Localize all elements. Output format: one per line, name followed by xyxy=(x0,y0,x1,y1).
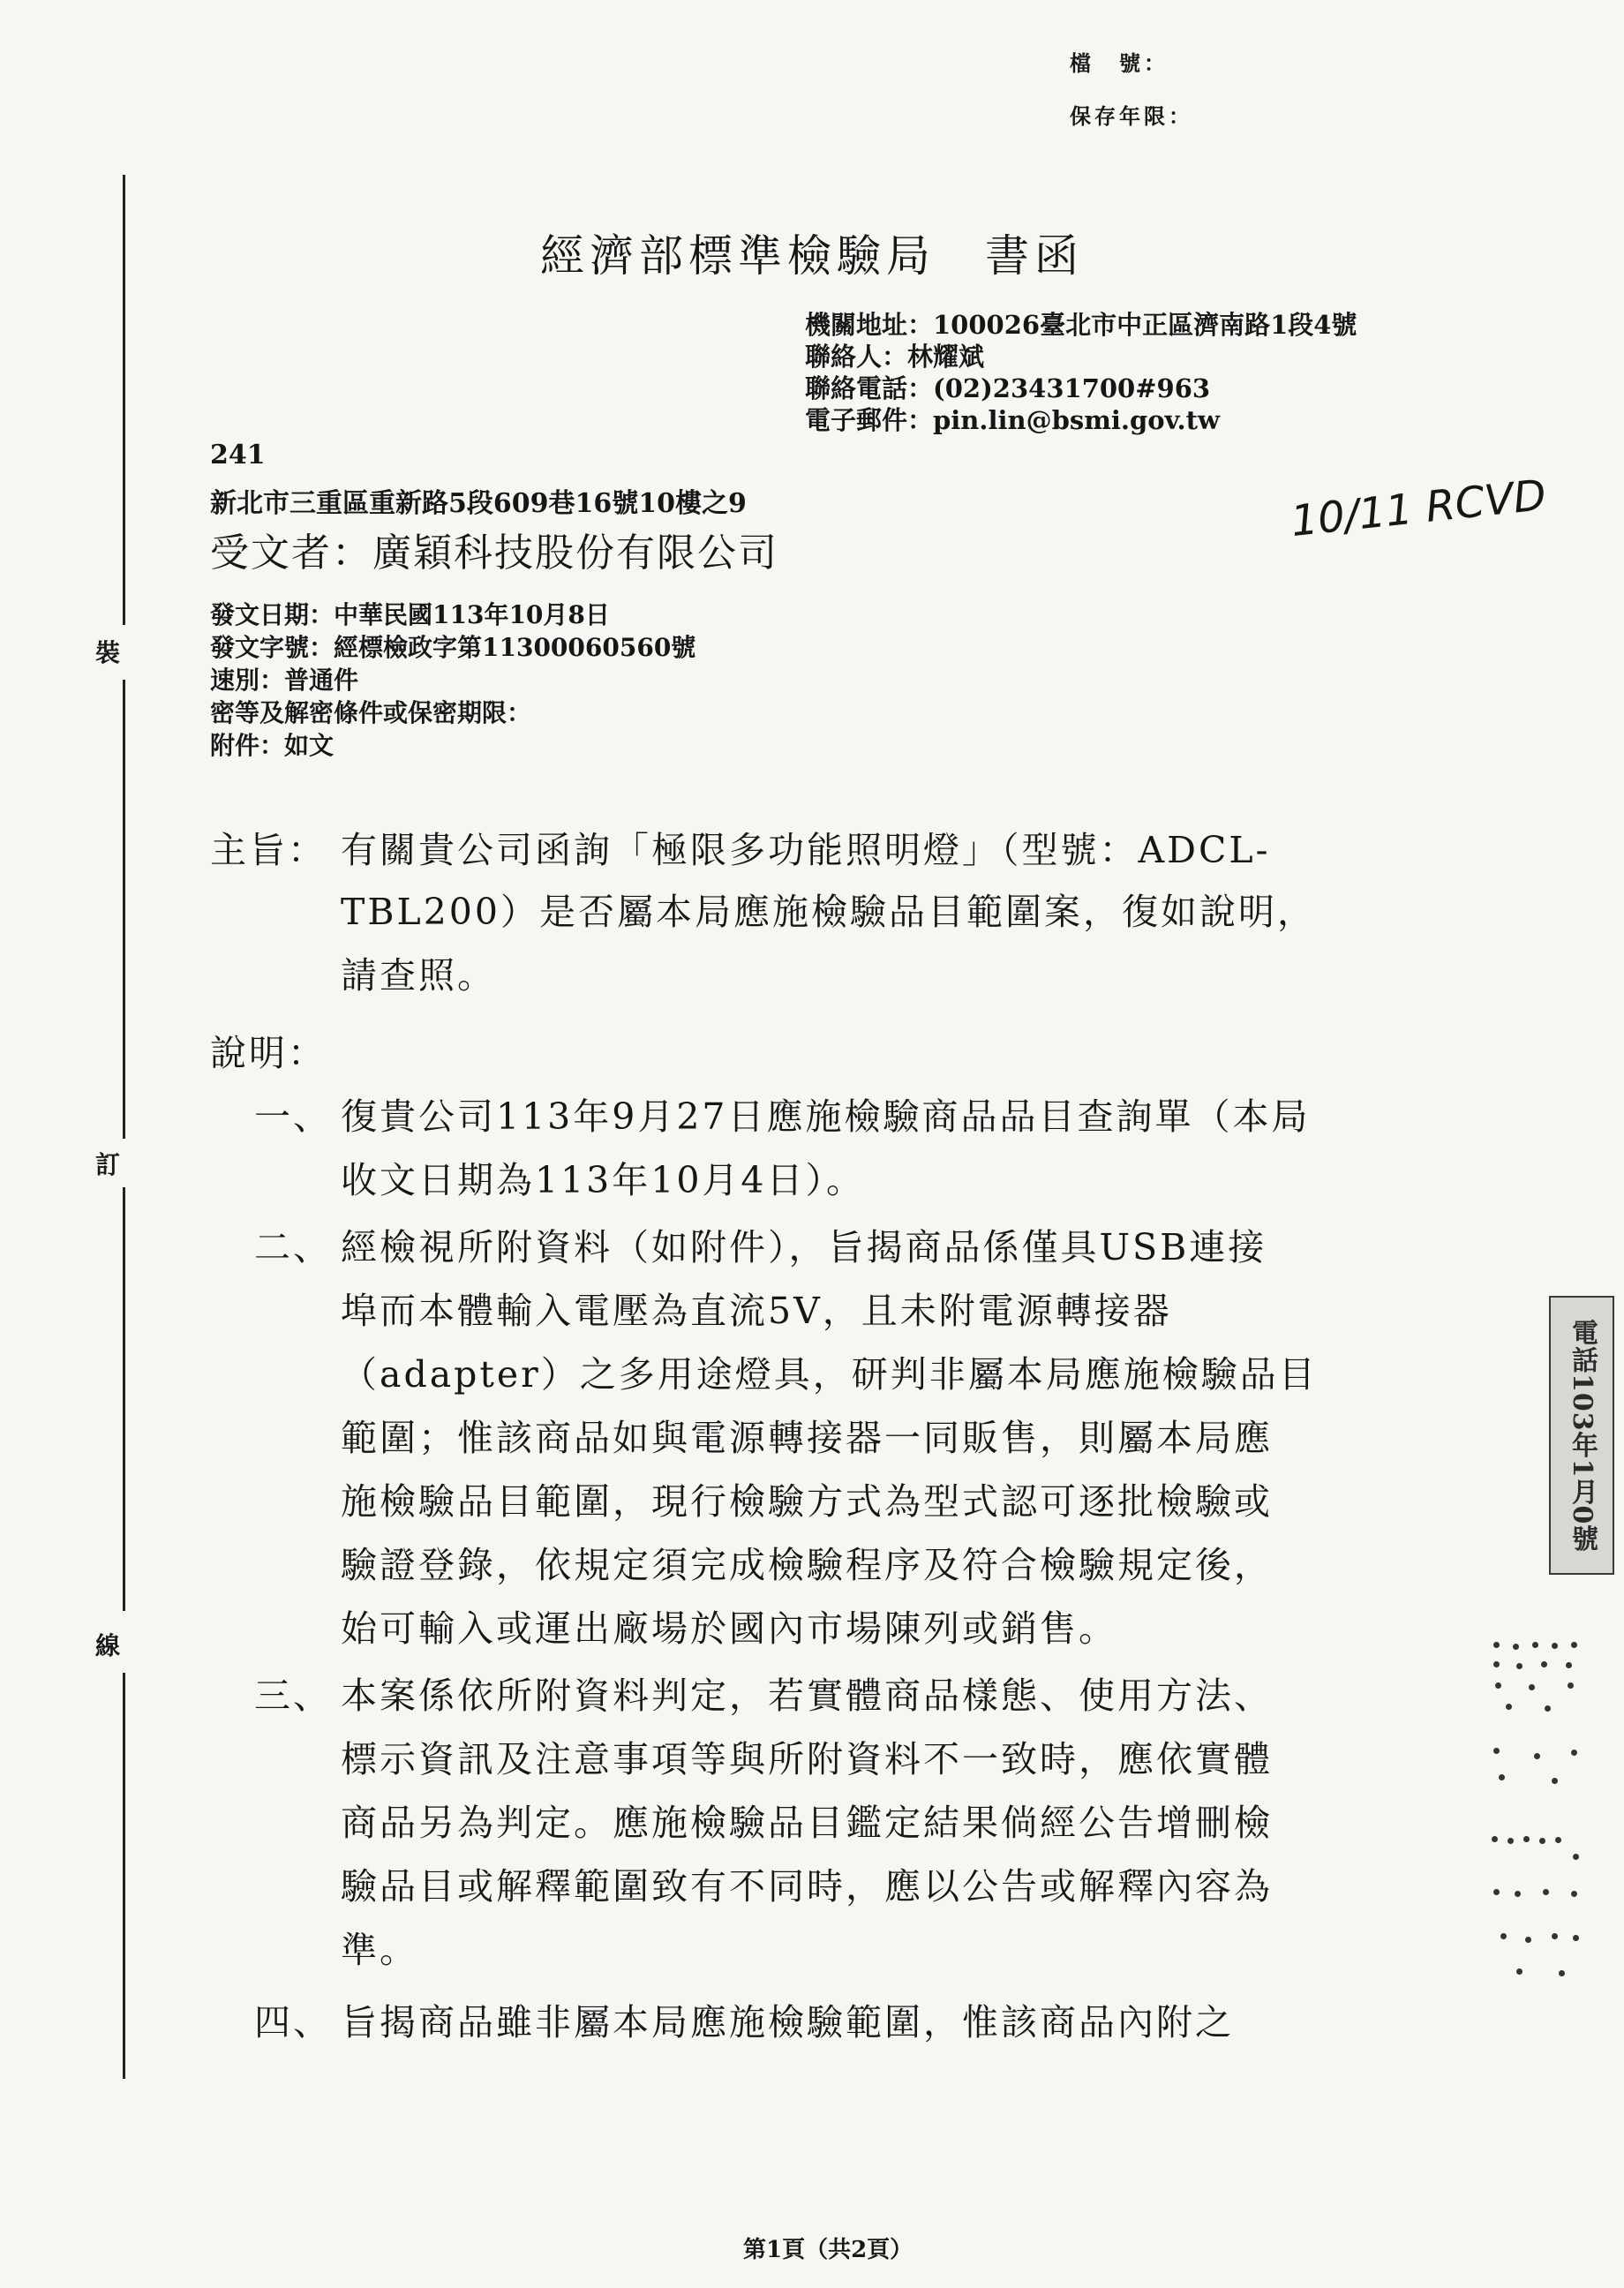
explanation-item-number: 一、 xyxy=(254,1095,332,1138)
file-number-label: 檔 號： xyxy=(1070,50,1169,76)
explanation-line: （adapter）之多用途燈具，研判非屬本局應施檢驗品目 xyxy=(341,1353,1318,1396)
explanation-line: 收文日期為113年10月4日）。 xyxy=(341,1159,866,1201)
contact-block xyxy=(805,309,1357,436)
explanation-line: 經檢視所附資料（如附件），旨揭商品係僅具USB連接 xyxy=(341,1226,1267,1268)
explanation-line: 準。 xyxy=(341,1929,418,1971)
security-level: 密等及解密條件或保密期限： xyxy=(210,698,532,727)
subject-line: 有關貴公司函詢「極限多功能照明燈」（型號：ADCL- xyxy=(341,829,1271,871)
contact-email: 電子郵件：pin.lin@bsmi.gov.tw xyxy=(805,405,1221,435)
binding-label-ding: 訂 xyxy=(95,1150,121,1179)
subject-label: 主旨： xyxy=(210,829,327,871)
binding-label-xian: 線 xyxy=(95,1631,121,1660)
delivery-speed: 速別：普通件 xyxy=(210,666,359,695)
subject-line: 請查照。 xyxy=(341,954,496,997)
explanation-line: 始可輸入或運出廠場於國內市場陳列或銷售。 xyxy=(341,1607,1117,1650)
page-footer: 第1頁（共2頁） xyxy=(743,2237,914,2263)
explanation-line: 商品另為判定。應施檢驗品目鑑定結果倘經公告增刪檢 xyxy=(341,1802,1273,1844)
attachment: 附件：如文 xyxy=(210,731,335,760)
received-stamp xyxy=(1549,1296,1614,1575)
contact-address: 機關地址：100026臺北市中正區濟南路1段4號 xyxy=(805,310,1357,340)
explanation-line: 施檢驗品目範圍，現行檢驗方式為型式認可逐批檢驗或 xyxy=(341,1480,1273,1523)
handwritten-received-note: 10/11 RCVD xyxy=(1288,470,1549,547)
perforation-dots xyxy=(1490,1642,1587,1995)
explanation-line: 範圍；惟該商品如與電源轉接器一同販售，則屬本局應 xyxy=(341,1417,1273,1459)
explanation-line: 埠而本體輸入電壓為直流5V，且未附電源轉接器 xyxy=(341,1290,1172,1332)
explanation-line: 驗品目或解釋範圍致有不同時，應以公告或解釋內容為 xyxy=(341,1865,1273,1908)
explanation-item-number: 三、 xyxy=(254,1675,332,1717)
explanation-line: 驗證登錄，依規定須完成檢驗程序及符合檢驗規定後， xyxy=(341,1544,1273,1586)
retention-period-label: 保存年限： xyxy=(1070,103,1193,129)
recipient: 受文者：廣穎科技股份有限公司 xyxy=(210,531,778,576)
postal-code: 241 xyxy=(210,440,266,470)
explanation-item-number: 二、 xyxy=(254,1226,332,1268)
explanation-label: 說明： xyxy=(210,1032,327,1074)
subject-line: TBL200）是否屬本局應施檢驗品目範圍案，復如說明， xyxy=(341,891,1316,933)
explanation-line: 本案係依所附資料判定，若實體商品樣態、使用方法、 xyxy=(341,1675,1273,1717)
explanation-line: 標示資訊及注意事項等與所附資料不一致時，應依實體 xyxy=(341,1738,1273,1780)
recipient-address: 新北市三重區重新路5段609巷16號10樓之9 xyxy=(210,488,747,519)
contact-phone: 聯絡電話：(02)23431700#963 xyxy=(805,373,1211,403)
contact-person: 聯絡人：林耀斌 xyxy=(805,342,985,372)
document-title: 經濟部標準檢驗局 書函 xyxy=(540,230,1084,282)
explanation-line: 旨揭商品雖非屬本局應施檢驗範圍，惟該商品內附之 xyxy=(341,2001,1234,2043)
issue-date: 發文日期：中華民國113年10月8日 xyxy=(210,600,610,629)
document-number: 發文字號：經標檢政字第11300060560號 xyxy=(210,633,696,662)
binding-label-zhuang: 裝 xyxy=(95,638,121,667)
document-info xyxy=(210,598,695,762)
explanation-line: 復貴公司113年9月27日應施檢驗商品品目查詢單（本局 xyxy=(341,1095,1311,1138)
explanation-item-number: 四、 xyxy=(254,2001,332,2043)
stamp-text: 電話103年1月0號 xyxy=(1567,1318,1598,1553)
